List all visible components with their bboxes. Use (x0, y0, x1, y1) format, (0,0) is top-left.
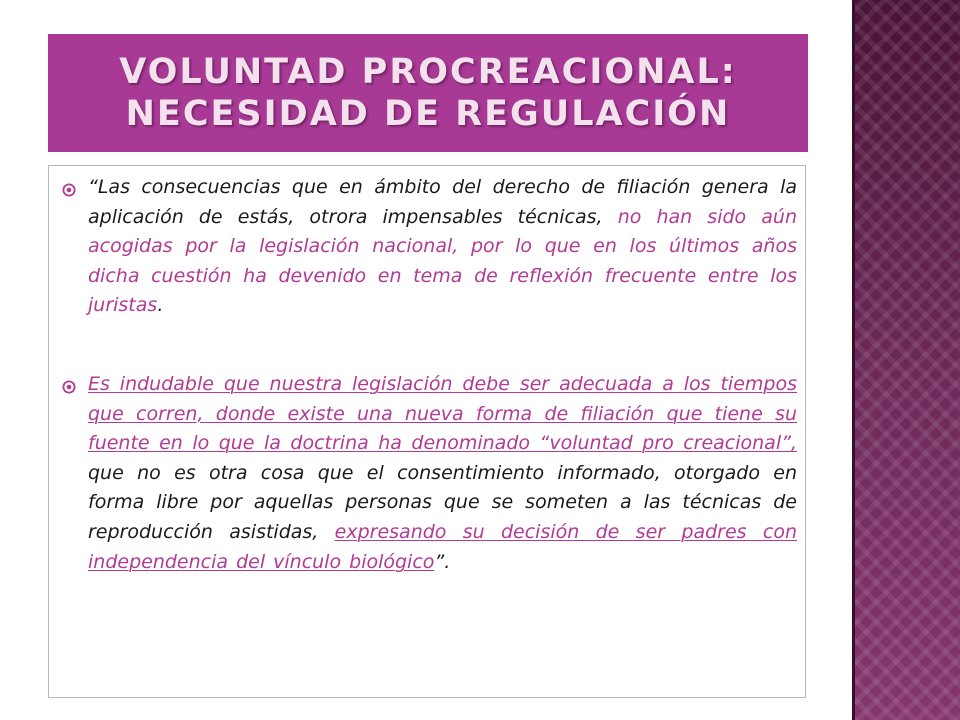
underlined-tail-text: expresando su decisión de ser padres con independencia del vínculo biológico (88, 520, 797, 573)
circled-dot-bullet-icon (59, 180, 79, 200)
highlighted-text: no han sido aún acogidas por la legislación nacional, por lo que en los últimos años dicha cuestión ha devenido en tema de reflexión frecuente entre los juristas (88, 205, 798, 317)
decorative-side-panel (852, 0, 960, 720)
circled-dot-bullet-icon (59, 377, 79, 397)
underlined-lead-text: Es indudable que nuestra legislación debe ser adecuada a los tiempos que corren, donde existe una nueva forma de filiación que tiene su fuente en lo que la doctrina ha denominado “voluntad pro creacional”, (88, 373, 797, 455)
title-line-2: NECESIDAD DE REGULACIÓN (125, 94, 731, 134)
side-panel-edge (852, 0, 855, 720)
paragraph-end: ”. (434, 550, 451, 573)
title-banner (48, 34, 808, 152)
bullet-paragraph-2 (88, 370, 797, 577)
quote-intro-text: “Las consecuencias que en ámbito del derecho de filiación genera la aplicación de estás, otrora impensables técnicas, (88, 176, 797, 228)
body-text: que no es otra cosa que el consentimiento informado, otorgado en forma libre por aquellas personas que se someten a las técnicas de reproducción asistidas, (88, 461, 797, 543)
bullet-paragraph-1 (88, 173, 797, 321)
slide-title (119, 51, 737, 135)
title-line-1: VOLUNTAD PROCREACIONAL: (119, 52, 737, 92)
paragraph-end: . (157, 294, 164, 317)
